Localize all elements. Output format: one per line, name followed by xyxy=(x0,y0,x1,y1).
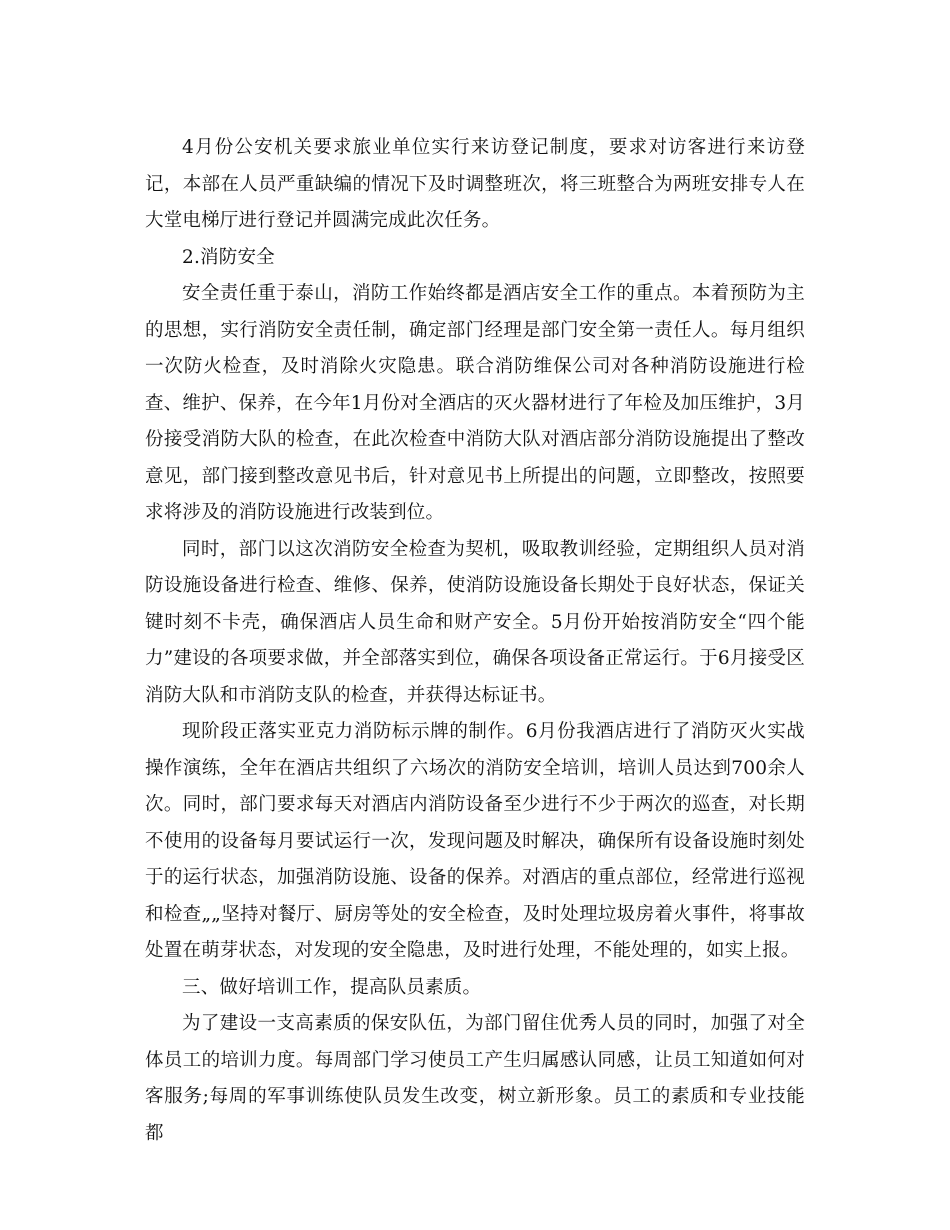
paragraph-fire-drills-inspection: 现阶段正落实亚克力消防标示牌的制作。6月份我酒店进行了消防灭火实战操作演练，全年在酒店共组织了六场次的消防安全培训，培训人员达到700余人次。同时，部门要求每天对酒店内消防设备至少进行不少于两次的巡查，对长期不使用的设备每月要试运行一次，发现问题及时解决，确保所有设备设施时刻处于的运行状态，加强消防设施、设备的保养。对酒店的重点部位，经常进行巡视和检查„„坚持对餐厅、厨房等处的安全检查，及时处理垃圾房着火事件，将事故处置在萌芽状态，对发现的安全隐患，及时进行处理，不能处理的，如实上报。 xyxy=(145,721,805,961)
section-heading-training: 三、做好培训工作，提高队员素质。 xyxy=(182,976,482,998)
paragraph-visitor-registration: 4月份公安机关要求旅业单位实行来访登记制度，要求对访客进行来访登记，本部在人员严重缺编的情况下及时调整班次，将三班整合为两班安排专人在大堂电梯厅进行登记并圆满完成此次任务。 xyxy=(145,137,805,231)
document-body xyxy=(145,130,805,1152)
section-heading-fire-safety: 2.消防安全 xyxy=(182,246,275,268)
paragraph-fire-equipment-maintenance: 同时，部门以这次消防安全检查为契机，吸取教训经验，定期组织人员对消防设施设备进行检查、维修、保养，使消防设施设备长期处于良好状态，保证关键时刻不卡壳，确保酒店人员生命和财产安全。5月份开始按消防安全“四个能力”建设的各项要求做，并全部落实到位，确保各项设备正常运行。于6月接受区消防大队和市消防支队的检查，并获得达标证书。 xyxy=(145,538,805,706)
paragraph-training-work: 为了建设一支高素质的保安队伍，为部门留住优秀人员的同时，加强了对全体员工的培训力度。每周部门学习使员工产生归属感认同感，让员工知道如何对客服务;每周的军事训练使队员发生改变，树立新形象。员工的素质和专业技能都 xyxy=(145,1013,805,1144)
paragraph-fire-safety-responsibility: 安全责任重于泰山，消防工作始终都是酒店安全工作的重点。本着预防为主的思想，实行消防安全责任制，确定部门经理是部门安全第一责任人。每月组织一次防火检查，及时消除火灾隐患。联合消防维保公司对各种消防设施进行检查、维护、保养，在今年1月份对全酒店的灭火器材进行了年检及加压维护，3月份接受消防大队的检查，在此次检查中消防大队对酒店部分消防设施提出了整改意见，部门接到整改意见书后，针对意见书上所提出的问题，立即整改，按照要求将涉及的消防设施进行改装到位。 xyxy=(145,283,805,523)
